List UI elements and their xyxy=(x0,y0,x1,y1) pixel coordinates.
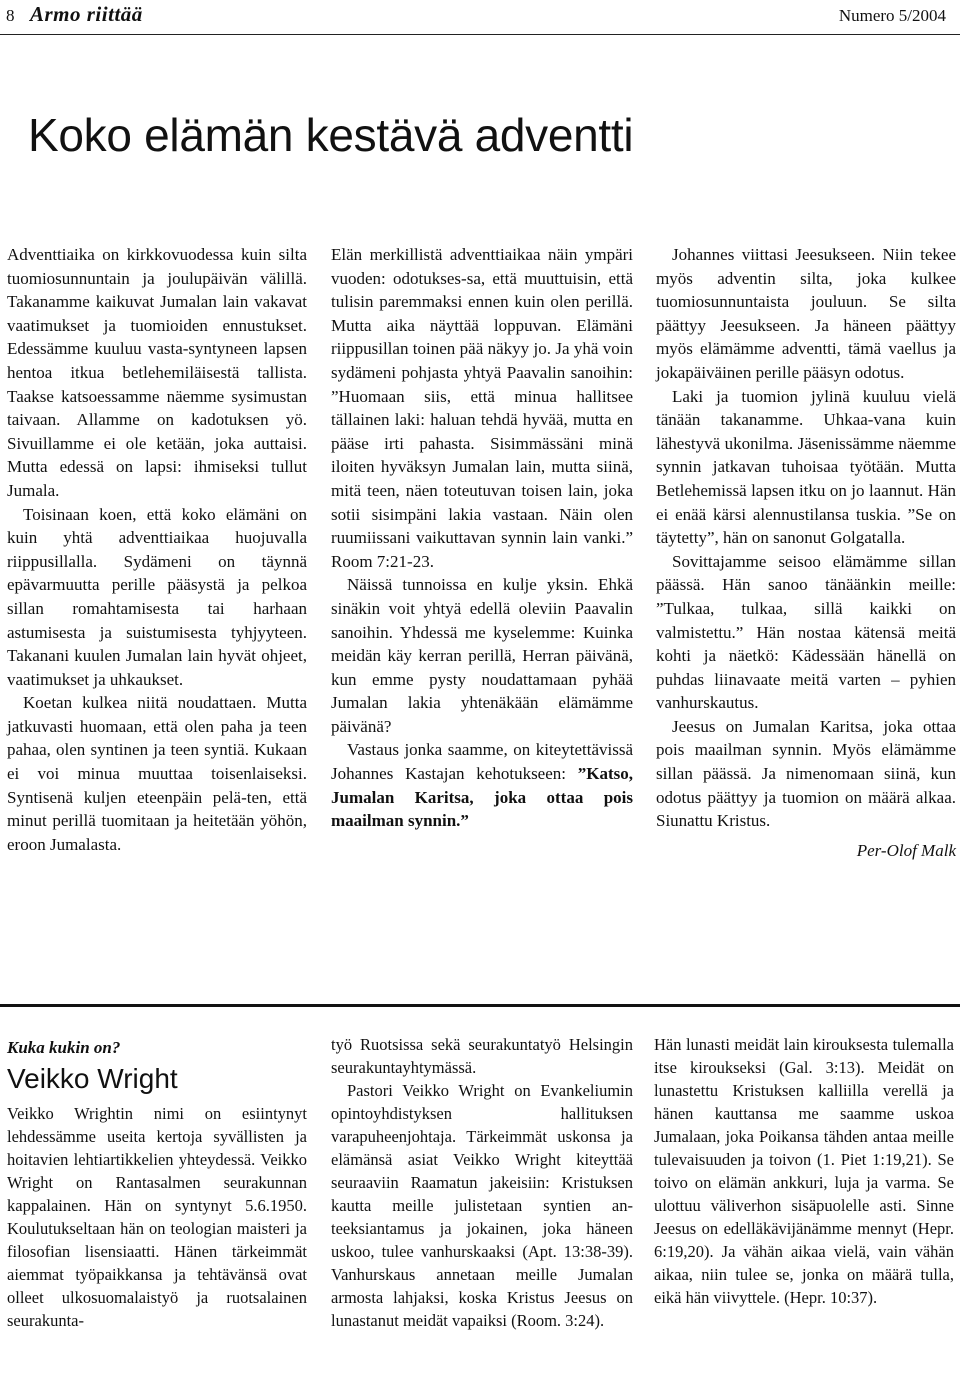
paragraph: työ Ruotsissa sekä seurakuntatyö Helsingin seurakuntayhtymässä. xyxy=(331,1035,633,1077)
article-title: Koko elämän kestävä adventti xyxy=(28,109,634,161)
bible-quote-bold: ”Katso, Jumalan Karitsa, joka ottaa pois maailman synnin.” xyxy=(331,764,633,831)
paragraph: Pastori Veikko Wright on Evankeliumin opintoyhdistyksen hallituksen varapuheenjohtaja. Tärkeimmät uskonsa ja elämänsä asiat Veikko Wright kiteyttää seuraaviin Raamatun jakeisiin: Kristuksen kautta meille julistetaan syntien anteeksiantamus ja jokainen, joka häneen uskoo, tulee vanhurskaaksi (Apt. 13:38-39). Vanhurskaus annetaan meille Jumalan armosta lahjaksi, koska Kristus Jeesus on lunastanut meidät vapaiksi (Room. 3:24). xyxy=(331,1081,633,1330)
paragraph: Jeesus on Jumalan Karitsa, joka ottaa pois maailman synnin. Myös elämämme sillan päässä. Ja nimenomaan siinä, kun odotus päättyy ja tuomion on määrä alkaa. Siunattu Kristus. xyxy=(656,716,956,831)
article-column-3 xyxy=(656,243,956,862)
header-divider xyxy=(0,34,960,35)
paragraph: Sovittajamme seisoo elämämme sillan päässä. Hän sanoo tänäänkin meille: ”Tulkaa, tulkaa, sillä kaikki on valmistettu.” Hän nostaa kätensä meitä kohti ja näetkö: Kädessään hänellä on puhdas liinavaate meitä varten – pyhien vanhurskautus. xyxy=(656,551,956,713)
paragraph: Toisinaan koen, että koko elämäni on kuin yhtä adventtiaikaa huojuvalla riippusillalla. Sydämeni on täynnä epävarmuutta perille pääsystä ja pelkoa sillan romahtamisesta tai harhaan astumisesta ja suistumisesta tyhjyyteen. Takanani kuulen Jumalan lain hyvät ohjeet, vaatimukset ja uhkaukset. xyxy=(7,504,307,689)
paragraph: Johannes viittasi Jeesukseen. Niin tekee myös adventin silta, joka kulkee tuomiosunnuntaista jouluun. Se silta päättyy Jeesukseen. Ja häneen päättyy myös elämämme adventti, tämä vaellus ja jokapäiväinen perille pääsyn odotus. xyxy=(656,245,956,382)
profile-headline: Veikko Wright xyxy=(7,1063,178,1094)
paragraph xyxy=(331,738,633,832)
paragraph: Veikko Wrightin nimi on esiintynyt lehdessämme useita kertoja syvällisten ja hoitavien lehtiartikkelien yhteydessä. Veikko Wright on Rantasalmen seurakunnan kappalainen. Hän on syntynyt 5.6.1950. Koulutukseltaan hän on teologian maisteri ja filosofian lisensiaatti. Hänen tärkeimmät aiemmat työpaikkansa ja tehtävänsä ovat olleet ulkosuomalaistyö ja ruotsalainen seurakunta- xyxy=(7,1104,307,1330)
page-header xyxy=(0,0,960,36)
issue-number: Numero 5/2004 xyxy=(838,6,946,25)
paragraph: Koetan kulkea niitä noudattaen. Mutta jatkuvasti huomaan, että olen paha ja teen pahaa, olen syntinen ja teen syntiä. Kukaan ei voi minua muuttaa toisenlaiseksi. Syntisenä kuljen eteenpäin pelä-ten, että minut perillä tuomitaan ja heitetään yöhön, eroon Jumalasta. xyxy=(7,693,307,854)
paragraph-lead: Vastaus jonka saamme, on kiteytettävissä Johannes Kastajan kehotukseen: xyxy=(331,740,633,784)
paragraph: Elän merkillistä adventtiaikaa näin ympäri vuoden: odotukses-sa, että muuttuisin, että tulisin paremmaksi ennen kuin olen perillä. Mutta aika näyttää loppuvan. Elämäni riippusillan toinen pää näkyy jo. Ja yhä voin sydämeni pohjasta yhtyä Paavalin sanoihin: ”Huomaan siis, että minua hallitsee tällainen laki: haluan tehdä hyvää, mutta en pääse irti pahasta. Sisimmässäni minä iloiten hyväksyn Jumalan lain, mutta siinä, mitä teen, näen toteutuvan toisen lain, joka sotii sisimpäni lakia vastaan. Näin olen ruumiissani vaikuttavan synnin lain vanki.” Room 7:21-23. xyxy=(331,245,633,571)
profile-column-3 xyxy=(654,1033,954,1309)
paragraph: Näissä tunnoissa en kulje yksin. Ehkä sinäkin voit yhtyä edellä oleviin Paavalin sanoihin. Yhdessä me kyselemme: Kuinka meidän käy kerran perillä, Herran päivänä, kun emme pysty noudattamaan pyhää Jumalan lakia yhtenäkään elämämme päivänä? xyxy=(331,575,633,736)
author-signature: Per-Olof Malk xyxy=(856,840,956,860)
profile-kicker: Kuka kukin on? xyxy=(7,1038,121,1057)
profile-column-2 xyxy=(331,1033,633,1332)
article-column-2 xyxy=(331,243,633,833)
profile-column-1 xyxy=(7,1036,307,1332)
section-divider xyxy=(0,1004,960,1007)
page-number: 8 xyxy=(6,6,15,25)
masthead: Armo riittää xyxy=(30,2,143,26)
paragraph: Hän lunasti meidät lain kirouksesta tulemalla itse kiroukseksi (Gal. 3:13). Meidät on lunastettu Kristuksen kalliilla verellä ja hänen kauttansa me saamme uskoa Jumalaan, joka Poikansa tähden antaa meille tulevaisuuden ja toivon (1. Piet 1:19,21). Se toivo on elämän ankkuri, luja ja varma. Se ulottuu väliverhon sisäpuolelle asti. Sinne Jeesus on edelläkävijänämme mennyt (Hepr. 6:19,20). Ja vähän aikaa vielä, vain vähän aikaa, niin tulee se, jonka on määrä tulla, eikä hän viivyttele. (Hepr. 10:37). xyxy=(654,1035,954,1307)
paragraph: Adventtiaika on kirkkovuodessa kuin silta tuomiosunnuntain ja joulupäivän välillä. Takanamme kaikuvat Jumalan lain vakavat vaatimukset ja tuomioiden ennustukset. Edessämme kuuluu vasta-syntyneen lapsen hentoa itkua betlehemiläisestä tallista. Taakse katsoessamme näemme sysimustan taivaan. Allamme on kadotuksen yö. Sivuillamme ei ole ketään, joka auttaisi. Mutta edessä on lapsi: ihmiseksi tullut Jumala. xyxy=(7,245,307,500)
paragraph: Laki ja tuomion jylinä kuuluu vielä tänään takanamme. Uhkaa-vana kuin lähestyvä ukonilma. Jäsenissämme näemme synnin jatkavan tuhoisaa työtään. Mutta Betlehemissä lapsen itku on jo laannut. Hän ei enää kärsi alennustilansa tuskia. ”Se on täytetty”, hän on sanonut Golgatalla. xyxy=(656,386,956,548)
article-column-1 xyxy=(7,243,307,856)
